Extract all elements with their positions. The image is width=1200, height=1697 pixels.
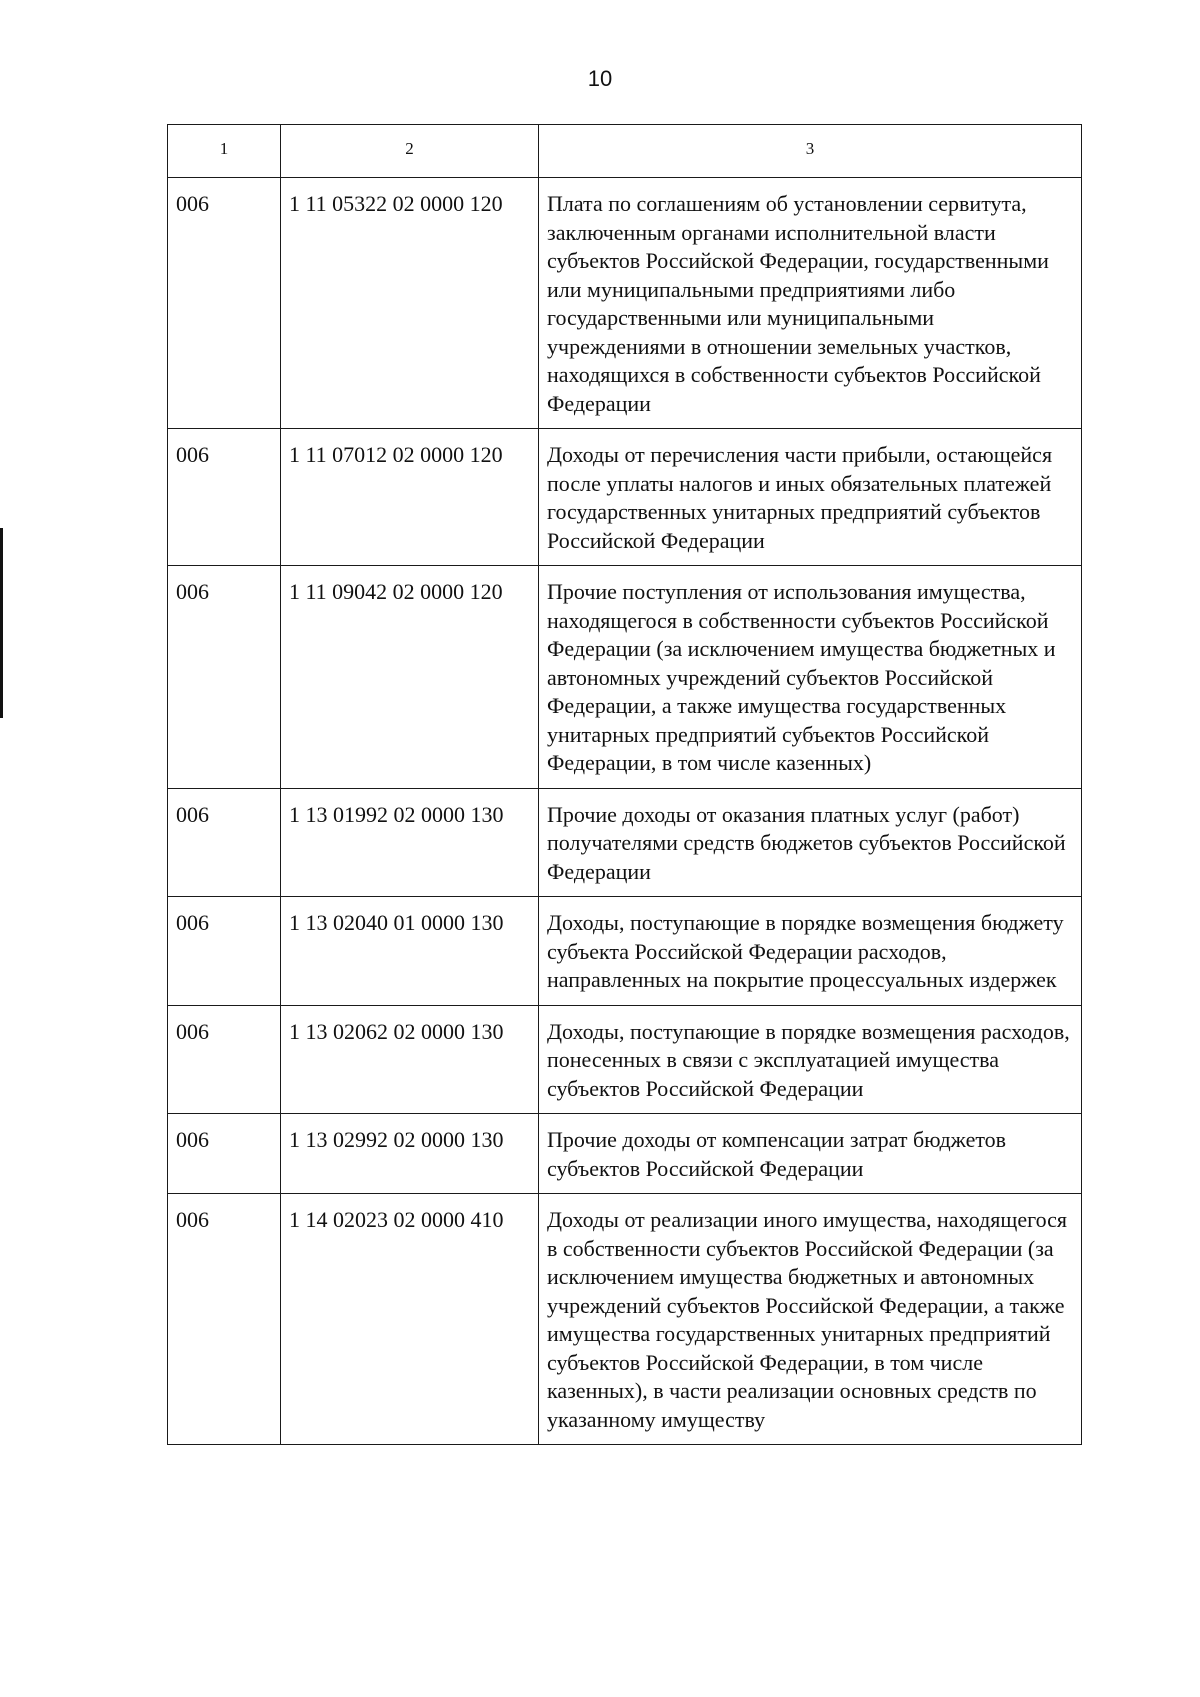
table-row: [168, 566, 1082, 789]
table-row: [168, 788, 1082, 897]
admin-code-cell: 006: [168, 178, 281, 429]
budget-code-cell: 1 13 02062 02 0000 130: [281, 1005, 539, 1114]
budget-code-cell: 1 11 07012 02 0000 120: [281, 429, 539, 566]
budget-code-cell: 1 13 02992 02 0000 130: [281, 1114, 539, 1194]
header-col-1: 1: [168, 125, 281, 178]
table-row: [168, 178, 1082, 429]
budget-code-cell: 1 13 02040 01 0000 130: [281, 897, 539, 1006]
revenue-codes-table: [167, 124, 1082, 1445]
table-row: [168, 1194, 1082, 1445]
revenue-name-cell: Прочие поступления от использования имущества, находящегося в собственности субъектов Российской Федерации (за исключением имущества бюджетных и автономных учреждений субъектов Российской Федерации, а также имущества государственных унитарных предприятий субъектов Российской Федерации, в том числе казенных): [539, 566, 1082, 789]
revenue-name-cell: Плата по соглашениям об установлении сервитута, заключенным органами исполнительной власти субъектов Российской Федерации, государственными или муниципальными предприятиями либо государственными или муниципальными учреждениями в отношении земельных участков, находящихся в собственности субъектов Российской Федерации: [539, 178, 1082, 429]
admin-code-cell: 006: [168, 566, 281, 789]
scan-margin-mark: [0, 528, 3, 718]
table-header-row: [168, 125, 1082, 178]
budget-code-cell: 1 13 01992 02 0000 130: [281, 788, 539, 897]
budget-code-cell: 1 11 05322 02 0000 120: [281, 178, 539, 429]
admin-code-cell: 006: [168, 788, 281, 897]
table-row: [168, 897, 1082, 1006]
revenue-name-cell: Прочие доходы от оказания платных услуг (работ) получателями средств бюджетов субъектов Российской Федерации: [539, 788, 1082, 897]
revenue-name-cell: Доходы, поступающие в порядке возмещения расходов, понесенных в связи с эксплуатацией имущества субъектов Российской Федерации: [539, 1005, 1082, 1114]
page-number: 10: [587, 66, 613, 91]
revenue-name-cell: Доходы от перечисления части прибыли, остающейся после уплаты налогов и иных обязательных платежей государственных унитарных предприятий субъектов Российской Федерации: [539, 429, 1082, 566]
admin-code-cell: 006: [168, 1194, 281, 1445]
header-col-2: 2: [281, 125, 539, 178]
budget-code-cell: 1 14 02023 02 0000 410: [281, 1194, 539, 1445]
table-row: [168, 1005, 1082, 1114]
admin-code-cell: 006: [168, 1005, 281, 1114]
table-row: [168, 1114, 1082, 1194]
admin-code-cell: 006: [168, 897, 281, 1006]
revenue-name-cell: Прочие доходы от компенсации затрат бюджетов субъектов Российской Федерации: [539, 1114, 1082, 1194]
revenue-name-cell: Доходы, поступающие в порядке возмещения бюджету субъекта Российской Федерации расходов, направленных на покрытие процессуальных издержек: [539, 897, 1082, 1006]
budget-code-cell: 1 11 09042 02 0000 120: [281, 566, 539, 789]
header-col-3: 3: [539, 125, 1082, 178]
admin-code-cell: 006: [168, 1114, 281, 1194]
table-row: [168, 429, 1082, 566]
admin-code-cell: 006: [168, 429, 281, 566]
revenue-name-cell: Доходы от реализации иного имущества, находящегося в собственности субъектов Российской Федерации (за исключением имущества бюджетных и автономных учреждений субъектов Российской Федерации, а также имущества государственных унитарных предприятий субъектов Российской Федерации, в том числе казенных), в части реализации основных средств по указанному имуществу: [539, 1194, 1082, 1445]
